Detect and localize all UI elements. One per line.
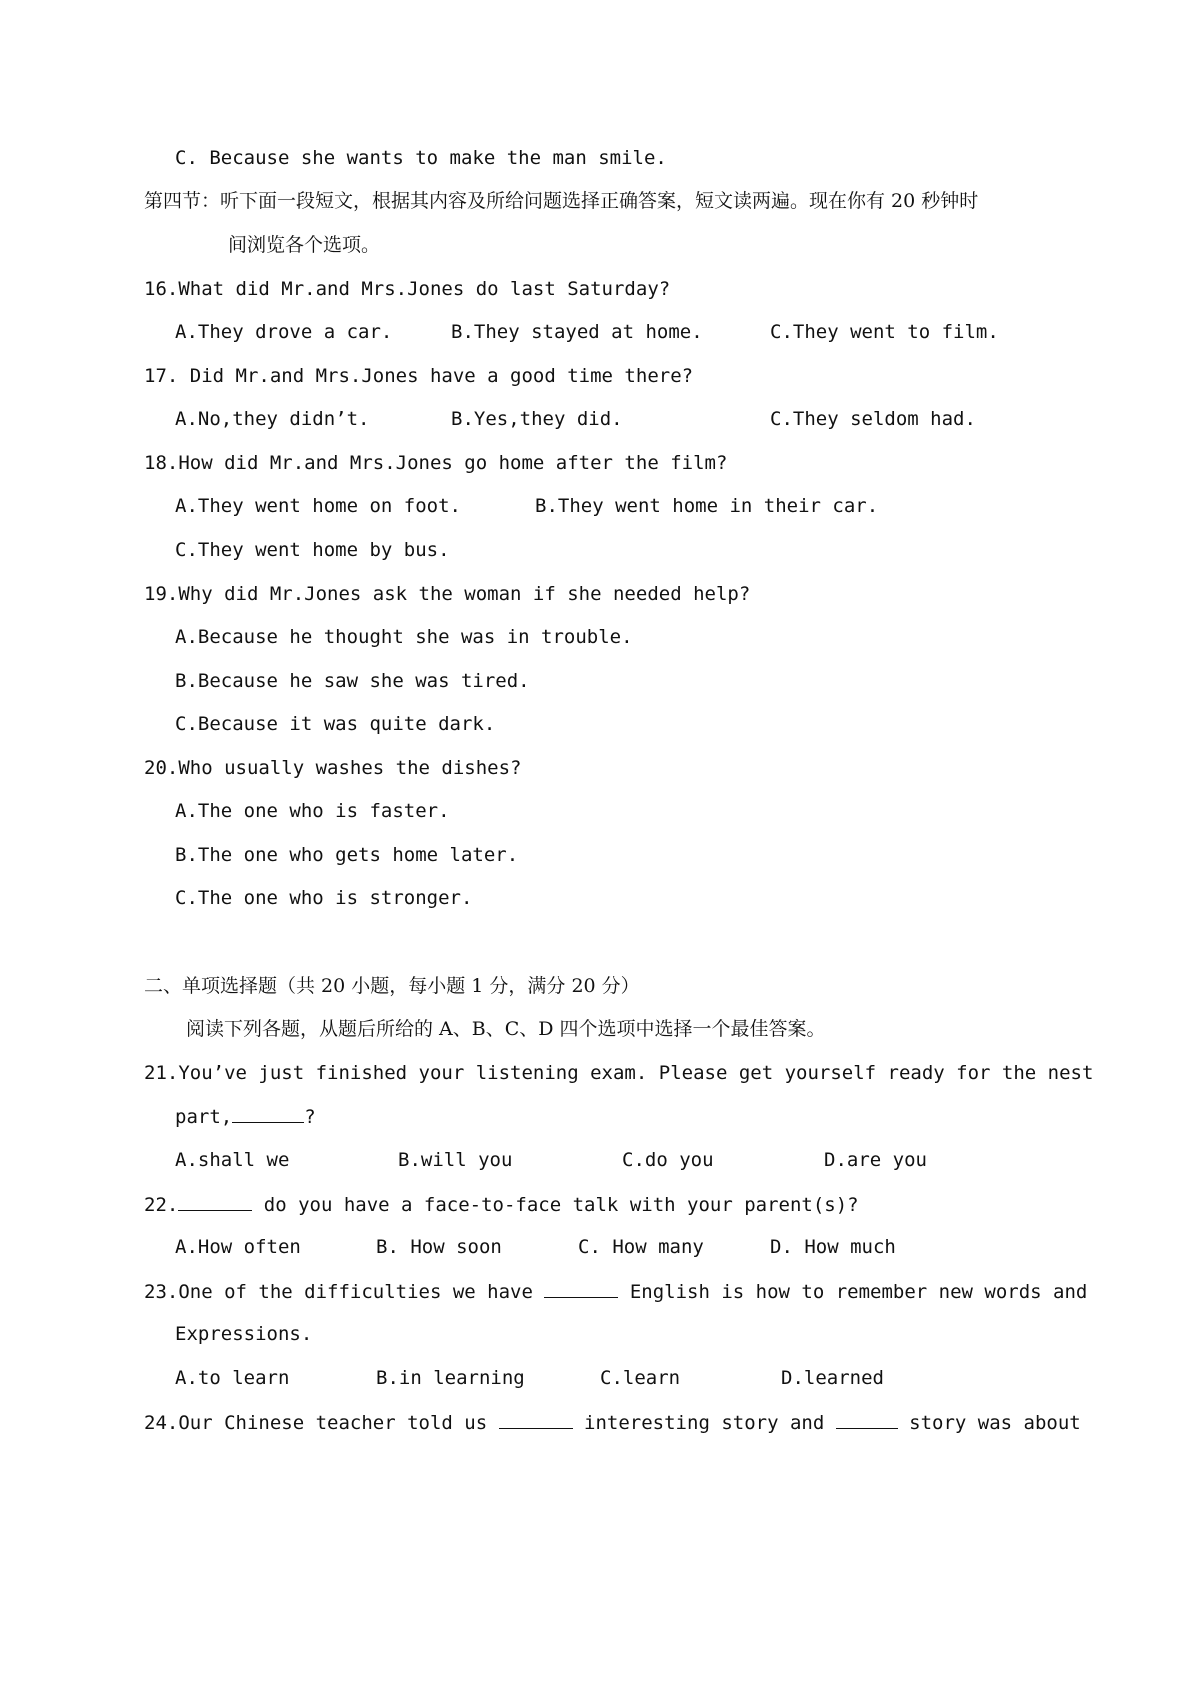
q17-option-a: A.No,they didn’t. — [175, 408, 370, 430]
q21-line2-text: part, — [175, 1106, 233, 1128]
q20-option-a: A.The one who is faster. — [175, 800, 450, 822]
q23-text-post: English is how to remember new words and — [618, 1281, 1088, 1303]
q16-option-c: C.They went to film. — [770, 321, 999, 343]
q20-option-c: C.The one who is stronger. — [175, 887, 473, 909]
part2-instructions: 阅读下列各题，从题后所给的 A、B、C、D 四个选项中选择一个最佳答案。 — [186, 1018, 826, 1040]
q22-number: 22. — [144, 1194, 179, 1216]
question-24-line1 — [144, 1410, 1081, 1435]
question-19: 19.Why did Mr.Jones ask the woman if she needed help? — [144, 583, 751, 605]
q23-option-a: A.to learn — [175, 1367, 290, 1389]
q24-text-pre: 24.Our Chinese teacher told us — [144, 1412, 499, 1434]
q19-option-c: C.Because it was quite dark. — [175, 713, 496, 735]
q15-option-c: C. Because she wants to make the man smile. — [175, 147, 667, 169]
q23-text-pre: 23.One of the difficulties we have — [144, 1281, 545, 1303]
section4-instructions-line2: 间浏览各个选项。 — [228, 234, 381, 256]
question-23-line2: Expressions. — [175, 1323, 313, 1345]
question-21-line1: 21.You’ve just finished your listening exam. Please get yourself ready for the nest — [144, 1062, 1094, 1084]
q24-text-mid: interesting story and — [572, 1412, 836, 1434]
q22-option-d: D. How much — [770, 1236, 896, 1258]
q22-text: do you have a face-to-face talk with your parent(s)? — [252, 1194, 859, 1216]
q21-option-a: A.shall we — [175, 1149, 290, 1171]
question-23-line1 — [144, 1279, 1087, 1304]
q17-option-b: B.Yes,they did. — [451, 408, 623, 430]
q23-option-c: C.learn — [600, 1367, 681, 1389]
q22-option-c: C. How many — [578, 1236, 704, 1258]
q19-option-a: A.Because he thought she was in trouble. — [175, 626, 633, 648]
q22-blank[interactable] — [178, 1192, 252, 1211]
q24-text-post: story was about — [897, 1412, 1081, 1434]
q23-blank[interactable] — [544, 1279, 618, 1298]
q21-blank[interactable] — [232, 1104, 304, 1123]
section4-instructions-line1: 第四节：听下面一段短文，根据其内容及所给问题选择正确答案，短文读两遍。现在你有 20 秒钟时 — [144, 190, 979, 212]
q18-option-a: A.They went home on foot. — [175, 495, 461, 517]
q21-line2-end: ? — [304, 1106, 316, 1128]
q22-option-b: B. How soon — [376, 1236, 502, 1258]
question-22 — [144, 1192, 859, 1217]
q21-option-c: C.do you — [622, 1149, 714, 1171]
q18-option-b: B.They went home in their car. — [535, 495, 879, 517]
q23-option-d: D.learned — [781, 1367, 884, 1389]
q24-blank-2[interactable] — [836, 1410, 898, 1429]
question-18: 18.How did Mr.and Mrs.Jones go home after the film? — [144, 452, 728, 474]
part2-title: 二、单项选择题（共 20 小题，每小题 1 分，满分 20 分） — [144, 975, 640, 997]
question-16: 16.What did Mr.and Mrs.Jones do last Saturday? — [144, 278, 671, 300]
q21-option-d: D.are you — [824, 1149, 927, 1171]
q19-option-b: B.Because he saw she was tired. — [175, 670, 530, 692]
question-21-line2 — [175, 1104, 316, 1129]
q18-option-c: C.They went home by bus. — [175, 539, 450, 561]
q24-blank-1[interactable] — [499, 1410, 573, 1429]
q20-option-b: B.The one who gets home later. — [175, 844, 519, 866]
q23-option-b: B.in learning — [376, 1367, 525, 1389]
q21-option-b: B.will you — [398, 1149, 513, 1171]
q16-option-b: B.They stayed at home. — [451, 321, 703, 343]
q17-option-c: C.They seldom had. — [770, 408, 976, 430]
q16-option-a: A.They drove a car. — [175, 321, 393, 343]
question-17: 17. Did Mr.and Mrs.Jones have a good time there? — [144, 365, 694, 387]
question-20: 20.Who usually washes the dishes? — [144, 757, 522, 779]
q22-option-a: A.How often — [175, 1236, 301, 1258]
